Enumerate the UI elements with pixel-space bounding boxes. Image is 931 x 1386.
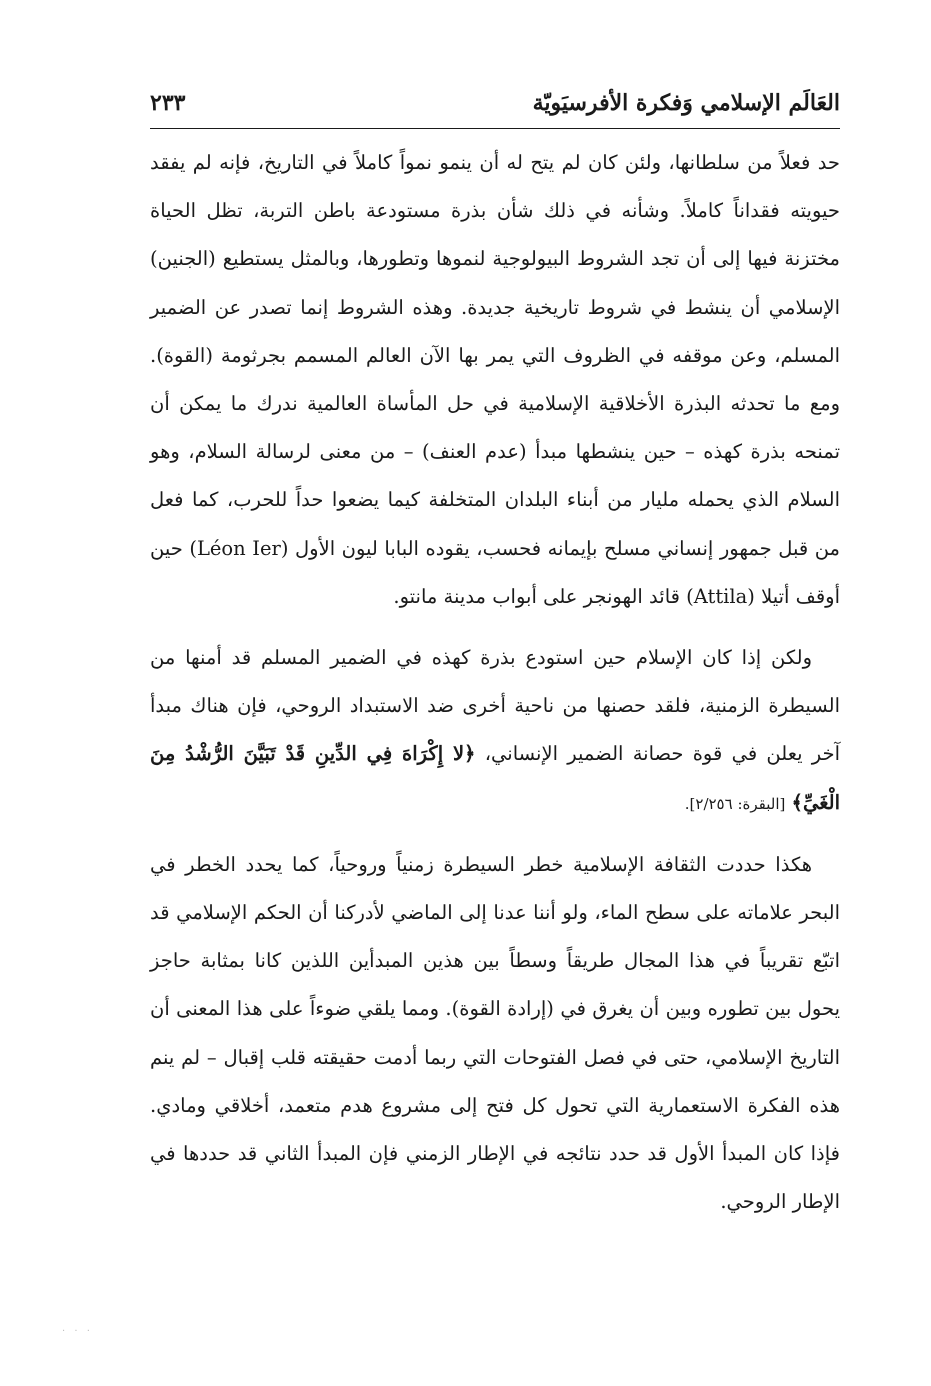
scan-artifact: · · · (62, 1326, 93, 1337)
header-rule (150, 128, 840, 129)
running-title: العَالَم الإسلامي وَفكرة الأفرسيَويّة (532, 90, 840, 116)
page-header (150, 82, 840, 122)
body-text (150, 139, 840, 1226)
paragraph-3: هكذا حددت الثقافة الإسلامية خطر السيطرة زمنياً وروحياً، كما يحدد الخطر في البحر علاماته على سطح الماء، ولو أننا عدنا إلى الماضي لأدركنا أن الحكم الإسلامي قد اتبّع تقريباً في هذا المجال طريقاً وسطاً بين هذين المبدأين اللذين كانا بمثابة حاجز يحول بين تطوره وبين أن يغرق في (إرادة القوة). ومما يلقي ضوءاً على هذا المعنى أن التاريخ الإسلامي، حتى في فصل الفتوحات التي ربما أدمت حقيقته قلب إقبال – لم ينم هذه الفكرة الاستعمارية التي تحول كل فتح إلى مشروع هدم متعمد، أخلاقي ومادي. فإذا كان المبدأ الأول قد حدد نتائجه في الإطار الزمني فإن المبدأ الثاني قد حددها في الإطار الروحي. (150, 852, 840, 1214)
paragraph-2 (150, 634, 840, 828)
verse-citation: [البقرة: ٢/٢٥٦]. (684, 794, 786, 813)
book-page (150, 82, 840, 1239)
paragraph-2-text: ولكن إذا كان الإسلام حين استودع بذرة كهذه في الضمير المسلم قد أمنها من السيطرة الزمنية، فلقد حصنها من ناحية أخرى ضد الاستبداد الروحي، فإن هناك مبدأ آخر يعلن في قوة حصانة الضمير الإنساني، (150, 646, 840, 766)
page-number: ٢٣٣ (150, 90, 186, 116)
quran-verse: ﴿لا إِكْرَاهَ فِي الدِّينِ قَدْ تَبَيَّنَ الرُّشْدُ مِنَ الْغَيِّ﴾ (150, 742, 840, 814)
paragraph-1: حد فعلاً من سلطانها، ولئن كان لم يتح له أن ينمو نمواً كاملاً في التاريخ، فإنه لم يفقد حيويته فقداناً كاملاً. وشأنه في ذلك شأن بذرة مستودعة باطن التربة، تظل الحياة مختزنة فيها إلى أن تجد الشروط البيولوجية لنموها وتطورها، وبالمثل يستطيع (الجنين) الإسلامي أن ينشط في شروط تاريخية جديدة. وهذه الشروط إنما تصدر عن الضمير المسلم، وعن موقفه في الظروف التي يمر بها الآن العالم المسمم بجرثومة (القوة). ومع ما تحدثه البذرة الأخلاقية الإسلامية في حل المأساة العالمية ندرك ما يمكن أن تمنحه بذرة كهذه – حين ينشطها مبدأ (عدم العنف) – من معنى لرسالة السلام، وهو السلام الذي يحمله مليار من أبناء البلدان المتخلفة كيما يضعوا حداً للحرب، كما فعل من قبل جمهور إنساني مسلح بإيمانه فحسب، يقوده البابا ليون الأول (Léon Ier) حين أوقف أتيلا (Attila) قائد الهونجر على أبواب مدينة مانتو. (150, 151, 840, 608)
